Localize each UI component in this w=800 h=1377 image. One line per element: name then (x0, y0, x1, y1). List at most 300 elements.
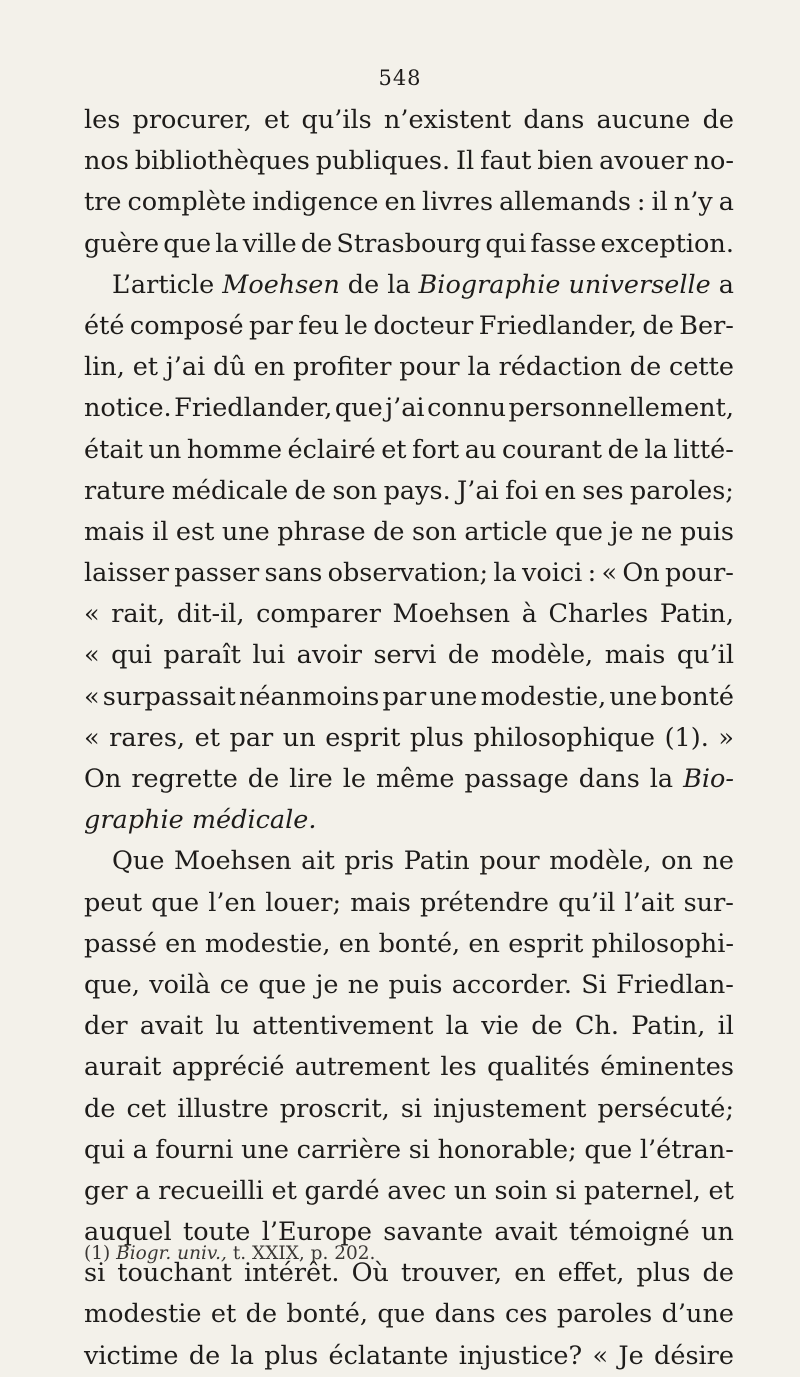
word: avait (494, 1217, 558, 1248)
word: Biographie (418, 269, 561, 300)
word: un (701, 1217, 734, 1248)
word: : (636, 187, 646, 218)
word: qui (111, 640, 153, 671)
word: que (163, 228, 212, 259)
word: d’une (661, 1299, 734, 1330)
word: est (175, 516, 215, 547)
word: prétendre (420, 887, 549, 918)
word: dû (213, 352, 246, 383)
word: esprit (508, 928, 584, 959)
text-line (84, 841, 734, 882)
word: de (347, 269, 380, 300)
word: l’étran- (639, 1134, 734, 1165)
word: Moehsen (222, 269, 340, 300)
word: voici (521, 558, 583, 589)
word: fourni (155, 1134, 234, 1165)
word: la (445, 1011, 469, 1042)
word: avec (387, 1175, 447, 1206)
word: illustre (177, 1093, 269, 1124)
word: modèle, (490, 640, 594, 671)
word: : (587, 558, 597, 589)
word: pour (399, 352, 460, 383)
word: exception. (600, 228, 734, 259)
word: et (194, 722, 220, 753)
word: Ch. (574, 1011, 619, 1042)
word: surpassait (102, 681, 236, 712)
text-line (84, 635, 734, 676)
word: dit-il, (176, 599, 245, 630)
word: injustement (433, 1093, 587, 1124)
word: plus (409, 722, 464, 753)
word: livres (422, 187, 494, 218)
word: bibliothèques (134, 146, 310, 177)
word: au (464, 434, 497, 465)
word: lire (289, 764, 333, 794)
word: ne (640, 516, 673, 547)
text-line (84, 1130, 734, 1171)
word: lui (252, 640, 286, 671)
word: médicale. (191, 805, 317, 836)
word: bien (537, 146, 594, 177)
word: désire (654, 1340, 734, 1371)
word: Friedlander, (478, 310, 637, 341)
word: la (493, 558, 517, 589)
word: publiques. (315, 146, 451, 177)
word: les (440, 1052, 477, 1083)
text-line (84, 800, 734, 841)
word: un (453, 1175, 487, 1206)
word: par (229, 722, 274, 753)
word: on (661, 846, 693, 877)
text-line (84, 1294, 734, 1335)
word: courant (501, 434, 603, 465)
word: passer (174, 558, 260, 589)
word: de (531, 1011, 563, 1042)
word: les (84, 105, 121, 135)
word: même (375, 764, 455, 794)
word: je (610, 516, 634, 547)
word: feu (298, 310, 340, 341)
text-line (84, 594, 734, 635)
word: j’ai (385, 393, 425, 424)
word: carrière (296, 1134, 402, 1165)
word: ville (242, 228, 297, 259)
word: pris (344, 846, 395, 877)
word: était (84, 434, 143, 465)
word: fasse (530, 228, 597, 259)
word: ses (582, 475, 624, 506)
word: On (622, 558, 660, 589)
word: intérêt. (243, 1258, 340, 1289)
word: cette (669, 352, 734, 383)
word: guère (84, 228, 160, 259)
word: modestie, (204, 928, 331, 959)
word: qui (485, 228, 527, 259)
word: paraît (163, 640, 241, 671)
word: paroles (556, 1299, 653, 1330)
word: de (373, 516, 405, 547)
word: dans (578, 764, 640, 794)
word: apprécié (171, 1052, 285, 1083)
word: que (377, 1299, 426, 1330)
text-line (84, 924, 734, 965)
word: soin (494, 1175, 548, 1206)
word: no- (693, 146, 734, 177)
word: Moehsen (174, 846, 292, 877)
word: il (152, 516, 169, 547)
word: de (245, 1299, 278, 1330)
word: indigence (252, 187, 379, 218)
word: en (338, 928, 371, 959)
word: été (84, 310, 125, 341)
word: puis (388, 969, 443, 1000)
word: si (400, 1093, 423, 1124)
word: Strasbourg (336, 228, 482, 259)
word: Friedlander, (174, 393, 333, 424)
footnote-source: Biogr. univ., (116, 1243, 227, 1264)
text-line (84, 1047, 734, 1088)
word: esprit (325, 722, 401, 753)
word: de (447, 640, 480, 671)
word: aucune (596, 105, 691, 135)
word: ce (219, 969, 250, 1000)
word: homme (186, 434, 283, 465)
word: « (84, 722, 100, 753)
word: Je (618, 1340, 644, 1371)
word: a (718, 187, 734, 218)
word: ne (347, 969, 380, 1000)
word: Patin, (659, 599, 734, 630)
word: « (592, 1340, 609, 1371)
word: « (84, 681, 100, 712)
word: de (629, 352, 662, 383)
word: que (151, 887, 200, 918)
text-line (84, 182, 734, 223)
word: Bio- (683, 764, 734, 794)
word: mais (604, 640, 666, 671)
word: ger (84, 1175, 128, 1206)
text-line (84, 471, 734, 512)
word: « (84, 640, 100, 671)
word: j’ai (165, 352, 206, 383)
word: qu’il (676, 640, 734, 671)
word: bonté, (286, 1299, 368, 1330)
word: bonté (660, 681, 734, 712)
word: que, (84, 969, 140, 1000)
word: et (264, 105, 290, 135)
text-line (84, 1336, 734, 1377)
word: rares, (109, 722, 186, 753)
word: à (521, 599, 537, 630)
word: regrette (131, 764, 238, 794)
word: connu (427, 393, 506, 424)
word: peut (84, 887, 143, 918)
word: ces (504, 1299, 548, 1330)
word: en (468, 928, 500, 959)
text-line (84, 1006, 734, 1047)
word: autrement (294, 1052, 430, 1083)
word: ne (702, 846, 734, 877)
word: paroles; (629, 475, 734, 506)
word: une (221, 516, 270, 547)
word: de (642, 310, 674, 341)
word: modèle, (549, 846, 652, 877)
word: pour- (664, 558, 734, 589)
word: rédaction (498, 352, 622, 383)
word: qui (84, 1134, 125, 1165)
word: qu’ils (301, 105, 372, 135)
word: victime (84, 1340, 179, 1371)
word: toute (182, 1217, 251, 1248)
text-line (84, 306, 734, 347)
word: n’y (673, 187, 713, 218)
word: universelle (568, 269, 711, 300)
word: que (334, 393, 383, 424)
word: personnellement, (508, 393, 734, 424)
word: et (132, 352, 159, 383)
text-line (84, 718, 734, 759)
word: Friedlan- (616, 969, 734, 1000)
word: que (584, 1134, 633, 1165)
word: a (132, 1134, 148, 1165)
word: litté- (673, 434, 734, 465)
word: la (649, 764, 674, 794)
word: dans (434, 1299, 496, 1330)
word: si (555, 1175, 577, 1206)
text-line (84, 430, 734, 471)
word: attentivement (252, 1011, 434, 1042)
text-line (84, 512, 734, 553)
word: une (609, 681, 658, 712)
word: allemands (499, 187, 631, 218)
word: qu’il (558, 887, 616, 918)
word: rature (84, 475, 166, 506)
word: la (387, 269, 411, 300)
text-line (84, 265, 734, 306)
word: bonté, (378, 928, 461, 959)
word: de (247, 764, 280, 794)
word: de (702, 1258, 734, 1289)
word: philosophique (473, 722, 656, 753)
word: en (253, 352, 286, 383)
text-line (84, 347, 734, 388)
word: Où (351, 1258, 389, 1289)
word: passage (464, 764, 569, 794)
text-line (84, 677, 734, 718)
word: avoir (296, 640, 362, 671)
word: une (429, 681, 478, 712)
text-line (84, 1171, 734, 1212)
word: philosophi- (591, 928, 734, 959)
word: composé (129, 310, 244, 341)
word: comparer (256, 599, 381, 630)
word: avouer (599, 146, 688, 177)
word: vie (481, 1011, 519, 1042)
word: aurait (84, 1052, 162, 1083)
word: la (644, 434, 668, 465)
word: gardé (304, 1175, 380, 1206)
word: un (282, 722, 316, 753)
word: de (84, 1093, 116, 1124)
word: et (381, 434, 407, 465)
word: passé (84, 928, 157, 959)
word: Patin (403, 846, 470, 877)
word: néanmoins (239, 681, 380, 712)
word: lu (215, 1011, 240, 1042)
word: qualités (487, 1052, 590, 1083)
word: « (601, 558, 618, 589)
word: a (135, 1175, 151, 1206)
word: graphie (84, 805, 184, 836)
text-line (84, 388, 734, 429)
word: son (411, 516, 457, 547)
footnote (84, 1243, 375, 1264)
word: tre (84, 187, 122, 218)
word: procurer, (132, 105, 252, 135)
word: effet, (557, 1258, 625, 1289)
word: dans (523, 105, 585, 135)
word: faut (480, 146, 532, 177)
word: Charles (548, 599, 649, 630)
word: mais (84, 516, 145, 547)
word: par (249, 310, 293, 341)
word: la (467, 352, 491, 383)
text-line (84, 759, 734, 800)
word: il (651, 187, 668, 218)
word: sans (264, 558, 323, 589)
word: mais (350, 887, 411, 918)
word: L’article (112, 269, 215, 300)
word: fort (412, 434, 460, 465)
word: éminentes (600, 1052, 734, 1083)
word: que (555, 516, 603, 547)
word: éclatante (328, 1340, 449, 1371)
word: profiter (293, 352, 392, 383)
word: de (702, 105, 734, 135)
word: a (718, 269, 734, 300)
text-line (84, 553, 734, 594)
word: l’en (208, 887, 257, 918)
footnote-marker: (1) (84, 1243, 111, 1264)
word: en (514, 1258, 546, 1289)
word: rait, (111, 599, 166, 630)
word: si (408, 1134, 430, 1165)
page-number: 548 (378, 66, 422, 90)
word: recueilli (158, 1175, 264, 1206)
word: cet (126, 1093, 167, 1124)
word: sur- (683, 887, 734, 918)
footnote-reference: t. XXIX, p. 202. (232, 1243, 376, 1264)
word: de (294, 475, 326, 506)
word: persécuté; (597, 1093, 734, 1124)
word: il (717, 1011, 734, 1042)
word: puis (679, 516, 734, 547)
word: le (342, 764, 366, 794)
word: Si (581, 969, 607, 1000)
word: » (718, 722, 734, 753)
word: foi (505, 475, 539, 506)
body-text (84, 100, 734, 1377)
word: pays. (383, 475, 451, 506)
word: pour (479, 846, 540, 877)
word: honorable; (437, 1134, 577, 1165)
word: auquel (84, 1217, 172, 1248)
word: modestie, (480, 681, 607, 712)
word: observation; (327, 558, 489, 589)
word: son (332, 475, 378, 506)
word: avait (139, 1011, 204, 1042)
word: nos (84, 146, 129, 177)
word: lin, (84, 352, 125, 383)
word: la (230, 1340, 254, 1371)
word: et (210, 1299, 237, 1330)
word: en (544, 475, 576, 506)
word: J’ai (457, 475, 499, 506)
word: n’existent (383, 105, 512, 135)
word: Ber- (679, 310, 734, 341)
text-line (84, 965, 734, 1006)
word: et (708, 1175, 734, 1206)
word: modestie (84, 1299, 202, 1330)
word: Que (112, 846, 165, 877)
word: plus (636, 1258, 691, 1289)
word: une (241, 1134, 289, 1165)
word: notice. (84, 393, 172, 424)
word: médicale (171, 475, 289, 506)
text-line (84, 1089, 734, 1130)
word: la (215, 228, 239, 259)
word: le (344, 310, 368, 341)
word: proscrit, (279, 1093, 390, 1124)
word: article (464, 516, 548, 547)
word: (1). (664, 722, 709, 753)
word: servi (373, 640, 437, 671)
word: plus (264, 1340, 319, 1371)
word: voilà (149, 969, 211, 1000)
word: en (165, 928, 197, 959)
word: un (148, 434, 182, 465)
word: paternel, (584, 1175, 701, 1206)
word: touchant (117, 1258, 232, 1289)
text-line (84, 100, 734, 141)
word: docteur (373, 310, 474, 341)
word: ait (301, 846, 335, 877)
word: Moehsen (392, 599, 511, 630)
word: « (84, 599, 100, 630)
word: der (84, 1011, 128, 1042)
word: et (271, 1175, 297, 1206)
word: On (84, 764, 122, 794)
word: par (382, 681, 427, 712)
word: laisser (84, 558, 169, 589)
word: savante (383, 1217, 483, 1248)
word: de (300, 228, 333, 259)
word: Patin, (631, 1011, 706, 1042)
word: de (607, 434, 639, 465)
word: Il (455, 146, 475, 177)
text-line (84, 883, 734, 924)
word: phrase (277, 516, 366, 547)
word: l’Europe (261, 1217, 372, 1248)
word: accorder. (451, 969, 572, 1000)
word: injustice? (458, 1340, 583, 1371)
text-line (84, 224, 734, 265)
word: que (258, 969, 307, 1000)
word: l’ait (624, 887, 675, 918)
word: si (84, 1258, 106, 1289)
word: en (384, 187, 417, 218)
word: complète (127, 187, 247, 218)
